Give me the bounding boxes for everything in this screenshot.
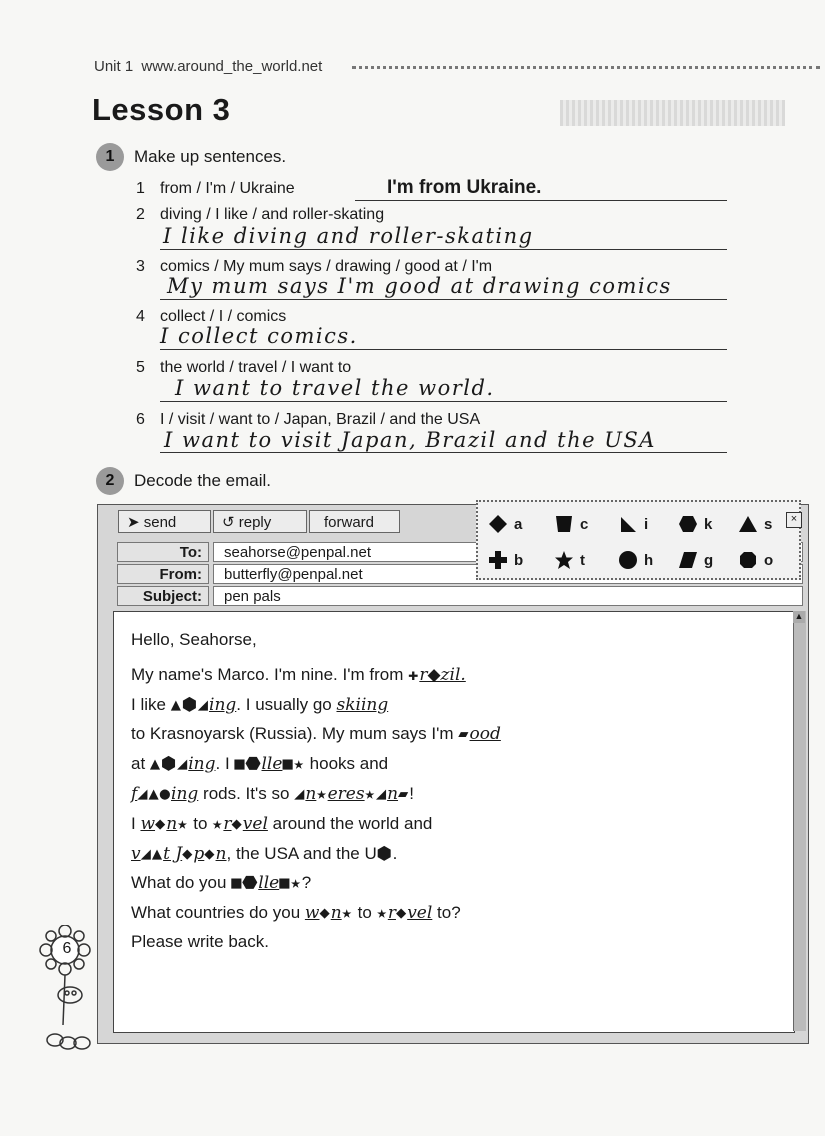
item-prompt: from / I'm / Ukraine (160, 180, 295, 197)
answer-line (160, 299, 727, 300)
email-line: I like ▲⬢◢ing. I usually go skiing (131, 695, 389, 715)
close-button[interactable]: × (786, 512, 802, 528)
diamond-icon: ◆ (155, 814, 167, 834)
unit-header (94, 58, 322, 75)
hexagon-icon (678, 514, 698, 534)
right-triangle-icon (618, 514, 638, 534)
lesson-title: Lesson 3 (92, 92, 231, 127)
coded-word: ■⬣ (234, 754, 262, 774)
item-number: 3 (136, 258, 145, 275)
answer-text: I collect comics. (160, 324, 358, 348)
right-triangle-icon: ◢ (294, 784, 306, 804)
item-prompt: the world / travel / I want to (160, 359, 352, 376)
to-field[interactable]: seahorse@penpal.net (213, 542, 803, 562)
exercise-1-badge: 1 (96, 143, 124, 171)
answer-text: I want to visit Japan, Brazil and the USA (164, 428, 656, 452)
answer-text: I'm from Ukraine. (387, 177, 542, 198)
star-icon (554, 550, 574, 570)
star-icon: ★ (212, 814, 224, 834)
coded-word: ■⬣ (231, 873, 259, 893)
triangle-icon (738, 514, 758, 534)
answer-text: My mum says I'm good at drawing comics (167, 274, 672, 298)
email-line: to Krasnoyarsk (Russia). My mum says I'm ▰ood (131, 724, 501, 744)
coded-word: ▲⬢◢ (170, 695, 210, 715)
send-icon: ➤ (127, 514, 140, 531)
item-number: 4 (136, 308, 145, 325)
from-field[interactable]: butterfly@penpal.net (213, 564, 803, 584)
answer-line (355, 200, 727, 201)
exercise-1-title: Make up sentences. (134, 147, 287, 166)
reply-icon: ↺ (222, 514, 235, 531)
unit-label: Unit 1 (94, 58, 134, 75)
email-line: What countries do you w◆n★ to ★r◆vel to? (131, 903, 461, 923)
item-prompt: collect / I / comics (160, 308, 287, 325)
parallelogram-icon (678, 550, 698, 570)
octagon-icon (738, 550, 758, 570)
cipher-key: a c i k s b t h g o (476, 500, 801, 580)
page-number: 6 (62, 940, 72, 957)
scrollbar[interactable] (793, 611, 806, 1031)
exercise-2-title: Decode the email. (134, 471, 272, 490)
email-line: f◢▲●ing rods. It's so ◢n★eres★◢n▰! (131, 784, 415, 804)
item-prompt: I / visit / want to / Japan, Brazil / and the USA (160, 411, 481, 428)
to-label: To: (117, 542, 209, 562)
answer-text: I want to travel the world. (175, 376, 495, 400)
subject-label: Subject: (117, 586, 209, 606)
answer-line (160, 349, 727, 350)
reply-label: reply (238, 514, 272, 531)
item-number: 6 (136, 411, 145, 428)
square-icon (554, 514, 574, 534)
header-divider (352, 66, 820, 69)
email-line: v◢▲t J◆p◆n, the USA and the U⬢. (131, 844, 398, 864)
coded-word: ▲⬢◢ (149, 754, 189, 774)
forward-label: forward (324, 514, 375, 531)
lesson-banner (560, 100, 785, 126)
cross-icon: ✚ (408, 665, 420, 685)
answer-line (160, 401, 727, 402)
parallelogram-icon: ▰ (458, 724, 470, 744)
email-line: What do you ■⬣lle■★? (131, 873, 312, 893)
coded-word: ◢▲ (140, 844, 164, 864)
email-line: My name's Marco. I'm nine. I'm from ✚r◆zil. (131, 665, 466, 685)
hexagon-icon: ⬢ (376, 844, 393, 864)
email-signoff: Please write back. (131, 932, 269, 951)
coded-word: ◢▲● (137, 784, 172, 804)
answer-line (160, 452, 727, 453)
send-label: send (143, 514, 177, 531)
email-greeting: Hello, Seahorse, (131, 630, 257, 649)
send-button[interactable] (118, 510, 211, 533)
from-label: From: (117, 564, 209, 584)
item-prompt: comics / My mum says / drawing / good at / I'm (160, 258, 493, 275)
diamond-icon (488, 514, 508, 534)
email-line: I w◆n★ to ★r◆vel around the world and (131, 814, 433, 834)
circle-icon (618, 550, 638, 570)
item-number: 5 (136, 359, 145, 376)
item-number: 1 (136, 180, 145, 197)
answer-text: I like diving and roller-skating (163, 224, 534, 248)
email-line: at ▲⬢◢ing. I ■⬣lle■★ hooks and (131, 754, 389, 774)
forward-button[interactable] (309, 510, 400, 533)
subject-field[interactable]: pen pals (213, 586, 803, 606)
item-prompt: diving / I like / and roller-skating (160, 206, 385, 223)
cross-icon (488, 550, 508, 570)
answer-line (160, 249, 727, 250)
scroll-up-icon[interactable]: ▲ (794, 611, 804, 621)
site-label: www.around_the_world.net (141, 58, 323, 75)
exercise-2-badge: 2 (96, 467, 124, 495)
item-number: 2 (136, 206, 145, 223)
reply-button[interactable] (213, 510, 307, 533)
